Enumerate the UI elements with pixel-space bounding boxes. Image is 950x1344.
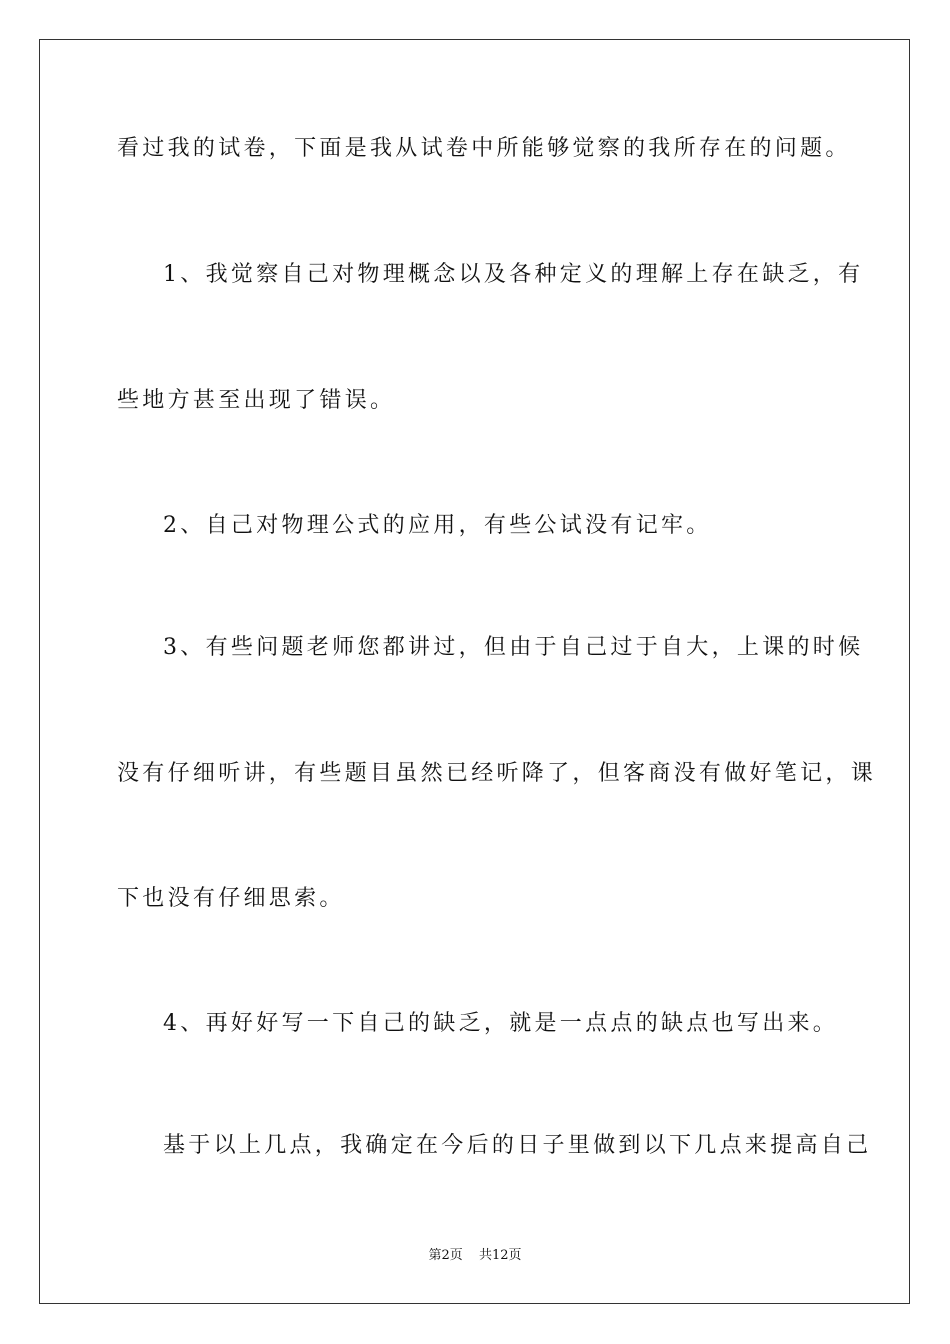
- text-line: 些地方甚至出现了错误。: [117, 388, 396, 413]
- page-footer: [0, 1248, 950, 1264]
- text-line: 2、自己对物理公式的应用，有些公试没有记牢。: [163, 513, 712, 538]
- text-line: 基于以上几点，我确定在今后的日子里做到以下几点来提高自己: [163, 1133, 872, 1158]
- page-border: [39, 39, 910, 1304]
- text-line: 4、再好好写一下自己的缺乏，就是一点点的缺点也写出来。: [163, 1011, 839, 1036]
- text-line: 看过我的试卷，下面是我从试卷中所能够觉察的我所存在的问题。: [117, 136, 851, 161]
- page-number: 第2页: [428, 1248, 463, 1263]
- page-total: 共12页: [478, 1248, 522, 1263]
- text-line: 下也没有仔细思索。: [117, 886, 345, 911]
- text-line: 1、我觉察自己对物理概念以及各种定义的理解上存在缺乏，有: [163, 262, 864, 287]
- text-line: 3、有些问题老师您都讲过，但由于自己过于自大，上课的时候: [163, 635, 864, 660]
- text-line: 没有仔细听讲，有些题目虽然已经听降了，但客商没有做好笔记，课: [117, 761, 877, 786]
